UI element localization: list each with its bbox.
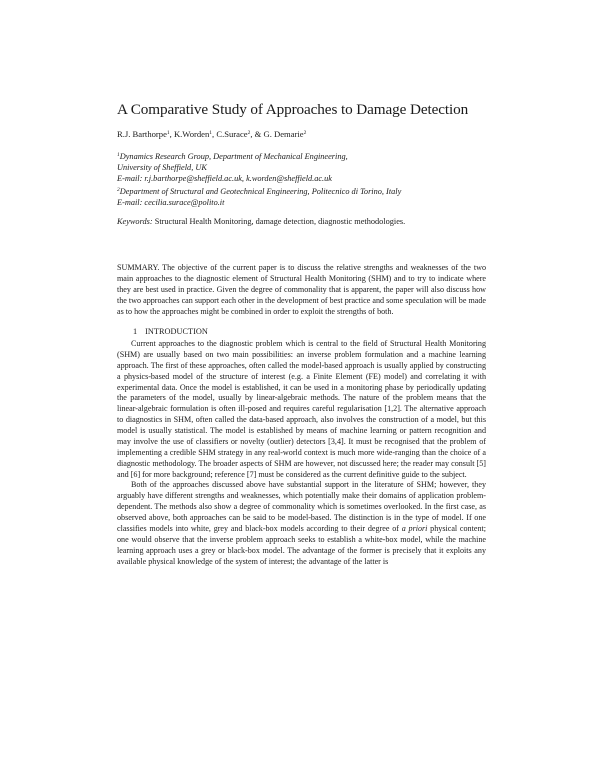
author-name: K.Worden: [173, 129, 210, 139]
affiliation-mark: 1: [117, 152, 120, 158]
affiliation-line: [117, 150, 486, 162]
author-affiliation-mark: 1: [209, 130, 213, 136]
section-title: INTRODUCTION: [145, 327, 208, 336]
affiliation-1: [117, 150, 486, 185]
affiliation-line: [117, 185, 486, 197]
paper-title: A Comparative Study of Approaches to Damage Detection: [117, 101, 469, 118]
section-number: 1: [133, 327, 138, 336]
keywords-label: Keywords:: [117, 217, 153, 226]
summary-abstract: SUMMARY. The objective of the current paper is to discuss the relative strengths and weaknesses of the two main approaches to the diagnostic element of Structural Health Monitoring (SHM) and to try to indicate where they are best used in practice. Given the degree of commonality that is apparent, the paper will also discuss how the two approaches can support each other in the development of best practice and some speculation will be made as to how the approaches might be combined in order to exploit the strengths of both.: [117, 263, 486, 316]
keywords-text: Structural Health Monitoring, damage detection, diagnostic methodologies.: [152, 217, 406, 226]
author-affiliation-mark: 2: [303, 130, 307, 136]
body-text: [117, 339, 486, 567]
paragraph: [117, 480, 486, 567]
author-affiliation-mark: 1: [166, 130, 170, 136]
section-heading: [133, 326, 333, 337]
affiliation-department: Dynamics Research Group, Department of Mechanical Engineering,: [119, 152, 348, 161]
affiliation-email: E-mail: cecilia.surace@polito.it: [117, 198, 225, 208]
author-affiliation-mark: 2: [247, 130, 251, 136]
paragraph: Current approaches to the diagnostic problem which is central to the field of Structural Health Monitoring (SHM) are usually based on two main possibilities: an inverse problem formulation and a machine learning approach. The first of these approaches, often called the model-based approach is usually applied by constructing a physics-based model of the structure of interest (e.g. a Finite Element (FE) model) and correlating it with experimental data. Once the model is established, it can be used in a monitoring phase by periodically updating the parameters of the model, usually by linear-algebraic methods. The nature of the problem means that the linear-algebraic formulation is often ill-posed and requires careful regularisation [1,2]. The alternative approach to diagnostics in SHM, often called the data-based approach, also involves the construction of a model, but this model is usually statistical. The model is established by means of machine learning or pattern recognition and may involve the use of classifiers or novelty (outlier) detectors [3,4]. It must be recognised that the problem of implementing a credible SHM strategy in any real-world context is much more wide-ranging than the choice of a diagnostic methodology. The broader aspects of SHM are however, not discussed here; the reader may consult [5] and [6] for more background; reference [7] must be considered as the current definitive guide to the subject.: [117, 339, 486, 479]
affiliation-email: E-mail: r.j.barthorpe@sheffield.ac.uk, k.worden@sheffield.ac.uk: [117, 174, 332, 184]
affiliation-department: Department of Structural and Geotechnical Engineering, Politecnico di Torino, Italy: [119, 187, 402, 196]
paragraph-text: physical content; one would observe that the inverse problem approach seeks to establish a white-box model, while the machine learning approach uses a grey or black-box model. The advantage of the former is precisely that it exploits any available physical knowledge of the system of interest; the advantage of the latter is: [117, 523, 486, 566]
author-separator: ,: [169, 129, 174, 139]
author-name: C.Surace: [216, 129, 248, 139]
paragraph-text: Both of the approaches discussed above have substantial support in the literature of SHM; however, they arguably have different strengths and weaknesses, which potentially make their domains of application problem-dependent. The methods also show a degree of commonality which is sometimes overlooked. In the first case, as observed above, both approaches can be said to be model-based. The distinction is in the type of model. If one classifies models into white, grey and black-box models according to their degree of: [117, 480, 486, 533]
affiliation-institution: University of Sheffield, UK: [117, 163, 207, 173]
author-separator: ,: [212, 129, 217, 139]
author-name: G. Demarie: [263, 129, 304, 139]
author-name: R.J. Barthorpe: [117, 129, 167, 139]
author-list: [117, 128, 486, 140]
affiliation-2: [117, 185, 486, 208]
keywords: [117, 216, 486, 227]
affiliation-mark: 2: [117, 187, 120, 193]
author-separator: , &: [250, 129, 264, 139]
paragraph-italic-term: a priori: [401, 523, 428, 533]
